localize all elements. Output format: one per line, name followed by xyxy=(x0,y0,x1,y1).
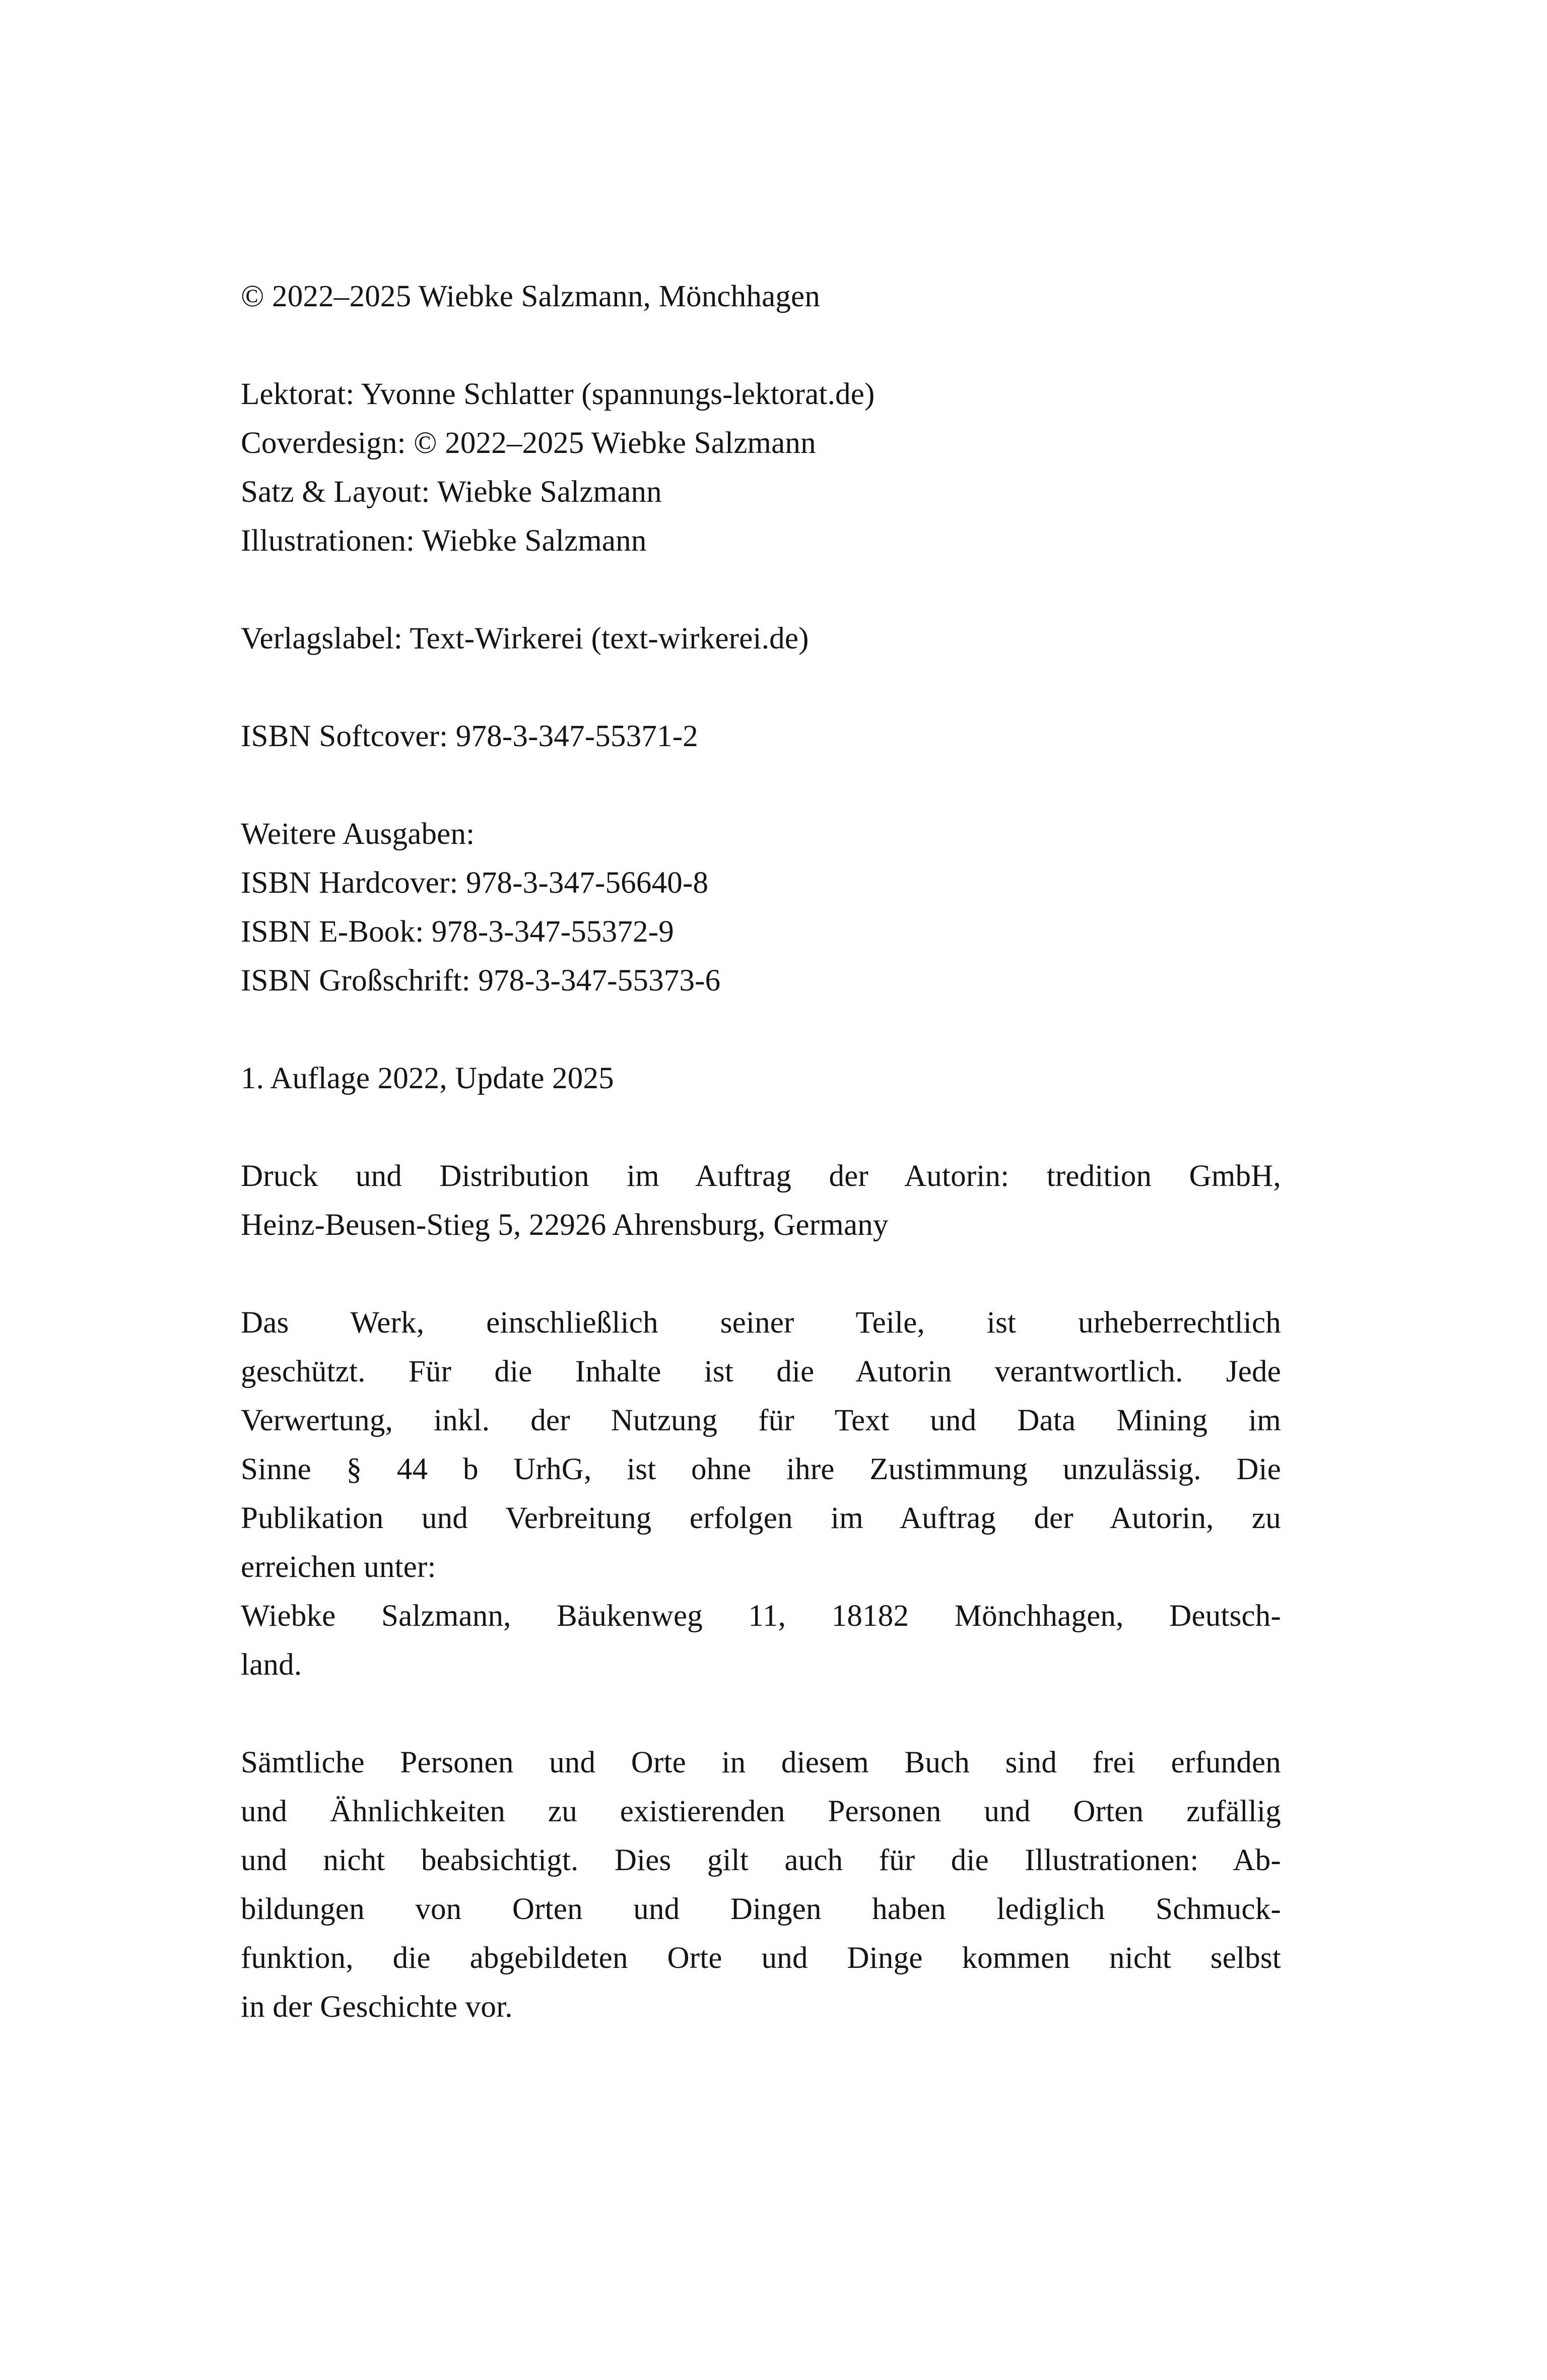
text-line: Sinne § 44 b UrhG, ist ohne ihre Zustimmung unzulässig. Die xyxy=(241,1452,1281,1486)
text-line: Das Werk, einschließlich seiner Teile, ist urheberrechtlich xyxy=(241,1306,1281,1340)
print-distribution-block xyxy=(241,1152,1281,1249)
publisher-label-line xyxy=(241,614,1281,663)
page-content xyxy=(241,272,1281,2031)
text-line: © 2022–2025 Wiebke Salzmann, Mönchhagen xyxy=(241,280,821,313)
text-line: 1. Auflage 2022, Update 2025 xyxy=(241,1062,614,1095)
text-line: ISBN E-Book: 978-3-347-55372-9 xyxy=(241,915,674,949)
text-line: ISBN Softcover: 978-3-347-55371-2 xyxy=(241,719,698,753)
text-line: land. xyxy=(241,1648,302,1682)
text-line: Heinz-Beusen-Stieg 5, 22926 Ahrensburg, Germany xyxy=(241,1208,889,1242)
text-line: funktion, die abgebildeten Orte und Dinge kommen nicht selbst xyxy=(241,1941,1281,1975)
copyright-notice xyxy=(241,272,1281,321)
credits-block xyxy=(241,370,1281,565)
text-line: Verlagslabel: Text-Wirkerei (text-wirkerei.de) xyxy=(241,622,809,655)
text-line: bildungen von Orten und Dingen haben lediglich Schmuck- xyxy=(241,1892,1281,1926)
text-line: Sämtliche Personen und Orte in diesem Buch sind frei erfunden xyxy=(241,1746,1281,1779)
text-line: Druck und Distribution im Auftrag der Autorin: tredition GmbH, xyxy=(241,1159,1281,1193)
text-line: Illustrationen: Wiebke Salzmann xyxy=(241,524,647,558)
edition-line xyxy=(241,1054,1281,1103)
other-editions-block xyxy=(241,810,1281,1005)
fiction-disclaimer-paragraph xyxy=(241,1738,1281,2031)
text-line: Publikation und Verbreitung erfolgen im Auftrag der Autorin, zu xyxy=(241,1501,1281,1535)
text-line: Wiebke Salzmann, Bäukenweg 11, 18182 Mönchhagen, Deutsch- xyxy=(241,1599,1281,1633)
text-line: und nicht beabsichtigt. Dies gilt auch für die Illustrationen: Ab- xyxy=(241,1843,1281,1877)
copyright-legal-paragraph xyxy=(241,1298,1281,1689)
text-line: Weitere Ausgaben: xyxy=(241,817,475,851)
text-line: Lektorat: Yvonne Schlatter (spannungs-lektorat.de) xyxy=(241,377,875,411)
text-line: geschützt. Für die Inhalte ist die Autorin verantwortlich. Jede xyxy=(241,1355,1281,1389)
text-line: und Ähnlichkeiten zu existierenden Personen und Orten zufällig xyxy=(241,1795,1281,1828)
text-line: in der Geschichte vor. xyxy=(241,1990,513,2024)
text-line: erreichen unter: xyxy=(241,1550,436,1584)
text-line: Verwertung, inkl. der Nutzung für Text und Data Mining im xyxy=(241,1404,1281,1437)
isbn-softcover-line xyxy=(241,712,1281,761)
text-line: ISBN Hardcover: 978-3-347-56640-8 xyxy=(241,866,709,900)
text-line: ISBN Großschrift: 978-3-347-55373-6 xyxy=(241,964,721,998)
text-line: Satz & Layout: Wiebke Salzmann xyxy=(241,475,662,509)
text-line: Coverdesign: © 2022–2025 Wiebke Salzmann xyxy=(241,426,816,460)
